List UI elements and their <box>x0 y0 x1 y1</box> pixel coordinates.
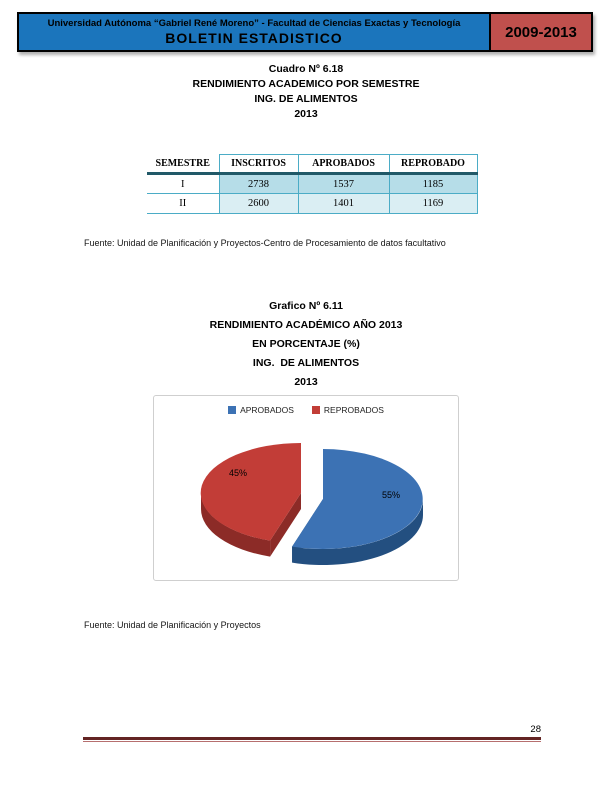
legend-swatch-rect <box>228 406 236 414</box>
grafico-subtitle-line: EN PORCENTAJE (%) <box>252 338 360 350</box>
footer-rule <box>83 737 541 742</box>
grafico-career-line: ING. DE ALIMENTOS <box>252 357 360 369</box>
page-number: 28 <box>530 724 541 735</box>
legend-label-reprobados: REPROBADOS <box>323 405 384 415</box>
cuadro-year-line: 2013 <box>294 108 318 120</box>
legend-item-reprobados <box>312 405 384 415</box>
cuadro-title-block <box>0 62 612 122</box>
fuente-cuadro-text: Fuente: Unidad de Planificación y Proyectos-Centro de Procesamiento de datos facultativo <box>84 238 446 248</box>
table-cell-aprobados: 1537 <box>298 174 389 194</box>
legend-label-aprobados: APROBADOS <box>240 405 294 415</box>
table-cell-inscritos: 2600 <box>219 194 298 214</box>
table-cell-semester: II <box>147 194 219 214</box>
semesters-table <box>147 154 478 214</box>
pie-chart-graphic <box>154 416 459 581</box>
grafico-title-block <box>0 297 612 392</box>
cuadro-title-line: RENDIMIENTO ACADEMICO POR SEMESTRE <box>192 78 420 90</box>
cuadro-number: Cuadro Nº 6.18 <box>268 63 344 75</box>
column-header-aprobados: APROBADOS <box>298 155 389 174</box>
fuente-grafico-text: Fuente: Unidad de Planificación y Proyectos <box>84 620 261 630</box>
table-cell-semester: I <box>147 174 219 194</box>
table-cell-reprobado: 1185 <box>389 174 477 194</box>
period-badge: 2009-2013 <box>489 14 591 50</box>
column-header-inscritos: INSCRITOS <box>219 155 298 174</box>
table-cell-inscritos: 2738 <box>219 174 298 194</box>
university-title: Universidad Autónoma “Gabriel René Moreno” - Facultad de Ciencias Exactas y Tecnología <box>47 17 461 29</box>
pie-label-aprobados: 55% <box>381 490 401 500</box>
grafico-year-line: 2013 <box>294 376 318 388</box>
legend-swatch-reprobados-icon <box>312 406 320 414</box>
table-row <box>147 174 477 194</box>
header-banner-left <box>19 14 489 50</box>
legend-swatch-aprobados-icon <box>228 406 236 414</box>
bulletin-title: BOLETIN ESTADISTICO <box>165 29 343 46</box>
column-header-reprobado: REPROBADO <box>389 155 477 174</box>
table-row <box>147 194 477 214</box>
table-cell-reprobado: 1169 <box>389 194 477 214</box>
legend-swatch-rect <box>312 406 320 414</box>
pie-chart-frame <box>153 395 459 581</box>
cuadro-subtitle-line: ING. DE ALIMENTOS <box>254 93 358 105</box>
pie-legend <box>154 405 458 415</box>
header-banner <box>17 12 593 52</box>
pie-label-reprobados: 45% <box>228 468 248 478</box>
grafico-number: Grafico Nº 6.11 <box>269 300 343 312</box>
semesters-table-wrapper <box>147 154 478 214</box>
column-header-semestre: SEMESTRE <box>147 155 219 174</box>
pie-slice-reprobados <box>201 443 301 557</box>
table-cell-aprobados: 1401 <box>298 194 389 214</box>
legend-item-aprobados <box>228 405 294 415</box>
table-header-row <box>147 155 477 174</box>
pie-slice-aprobados <box>292 449 423 565</box>
grafico-title-line: RENDIMIENTO ACADÉMICO AÑO 2013 <box>209 319 403 331</box>
